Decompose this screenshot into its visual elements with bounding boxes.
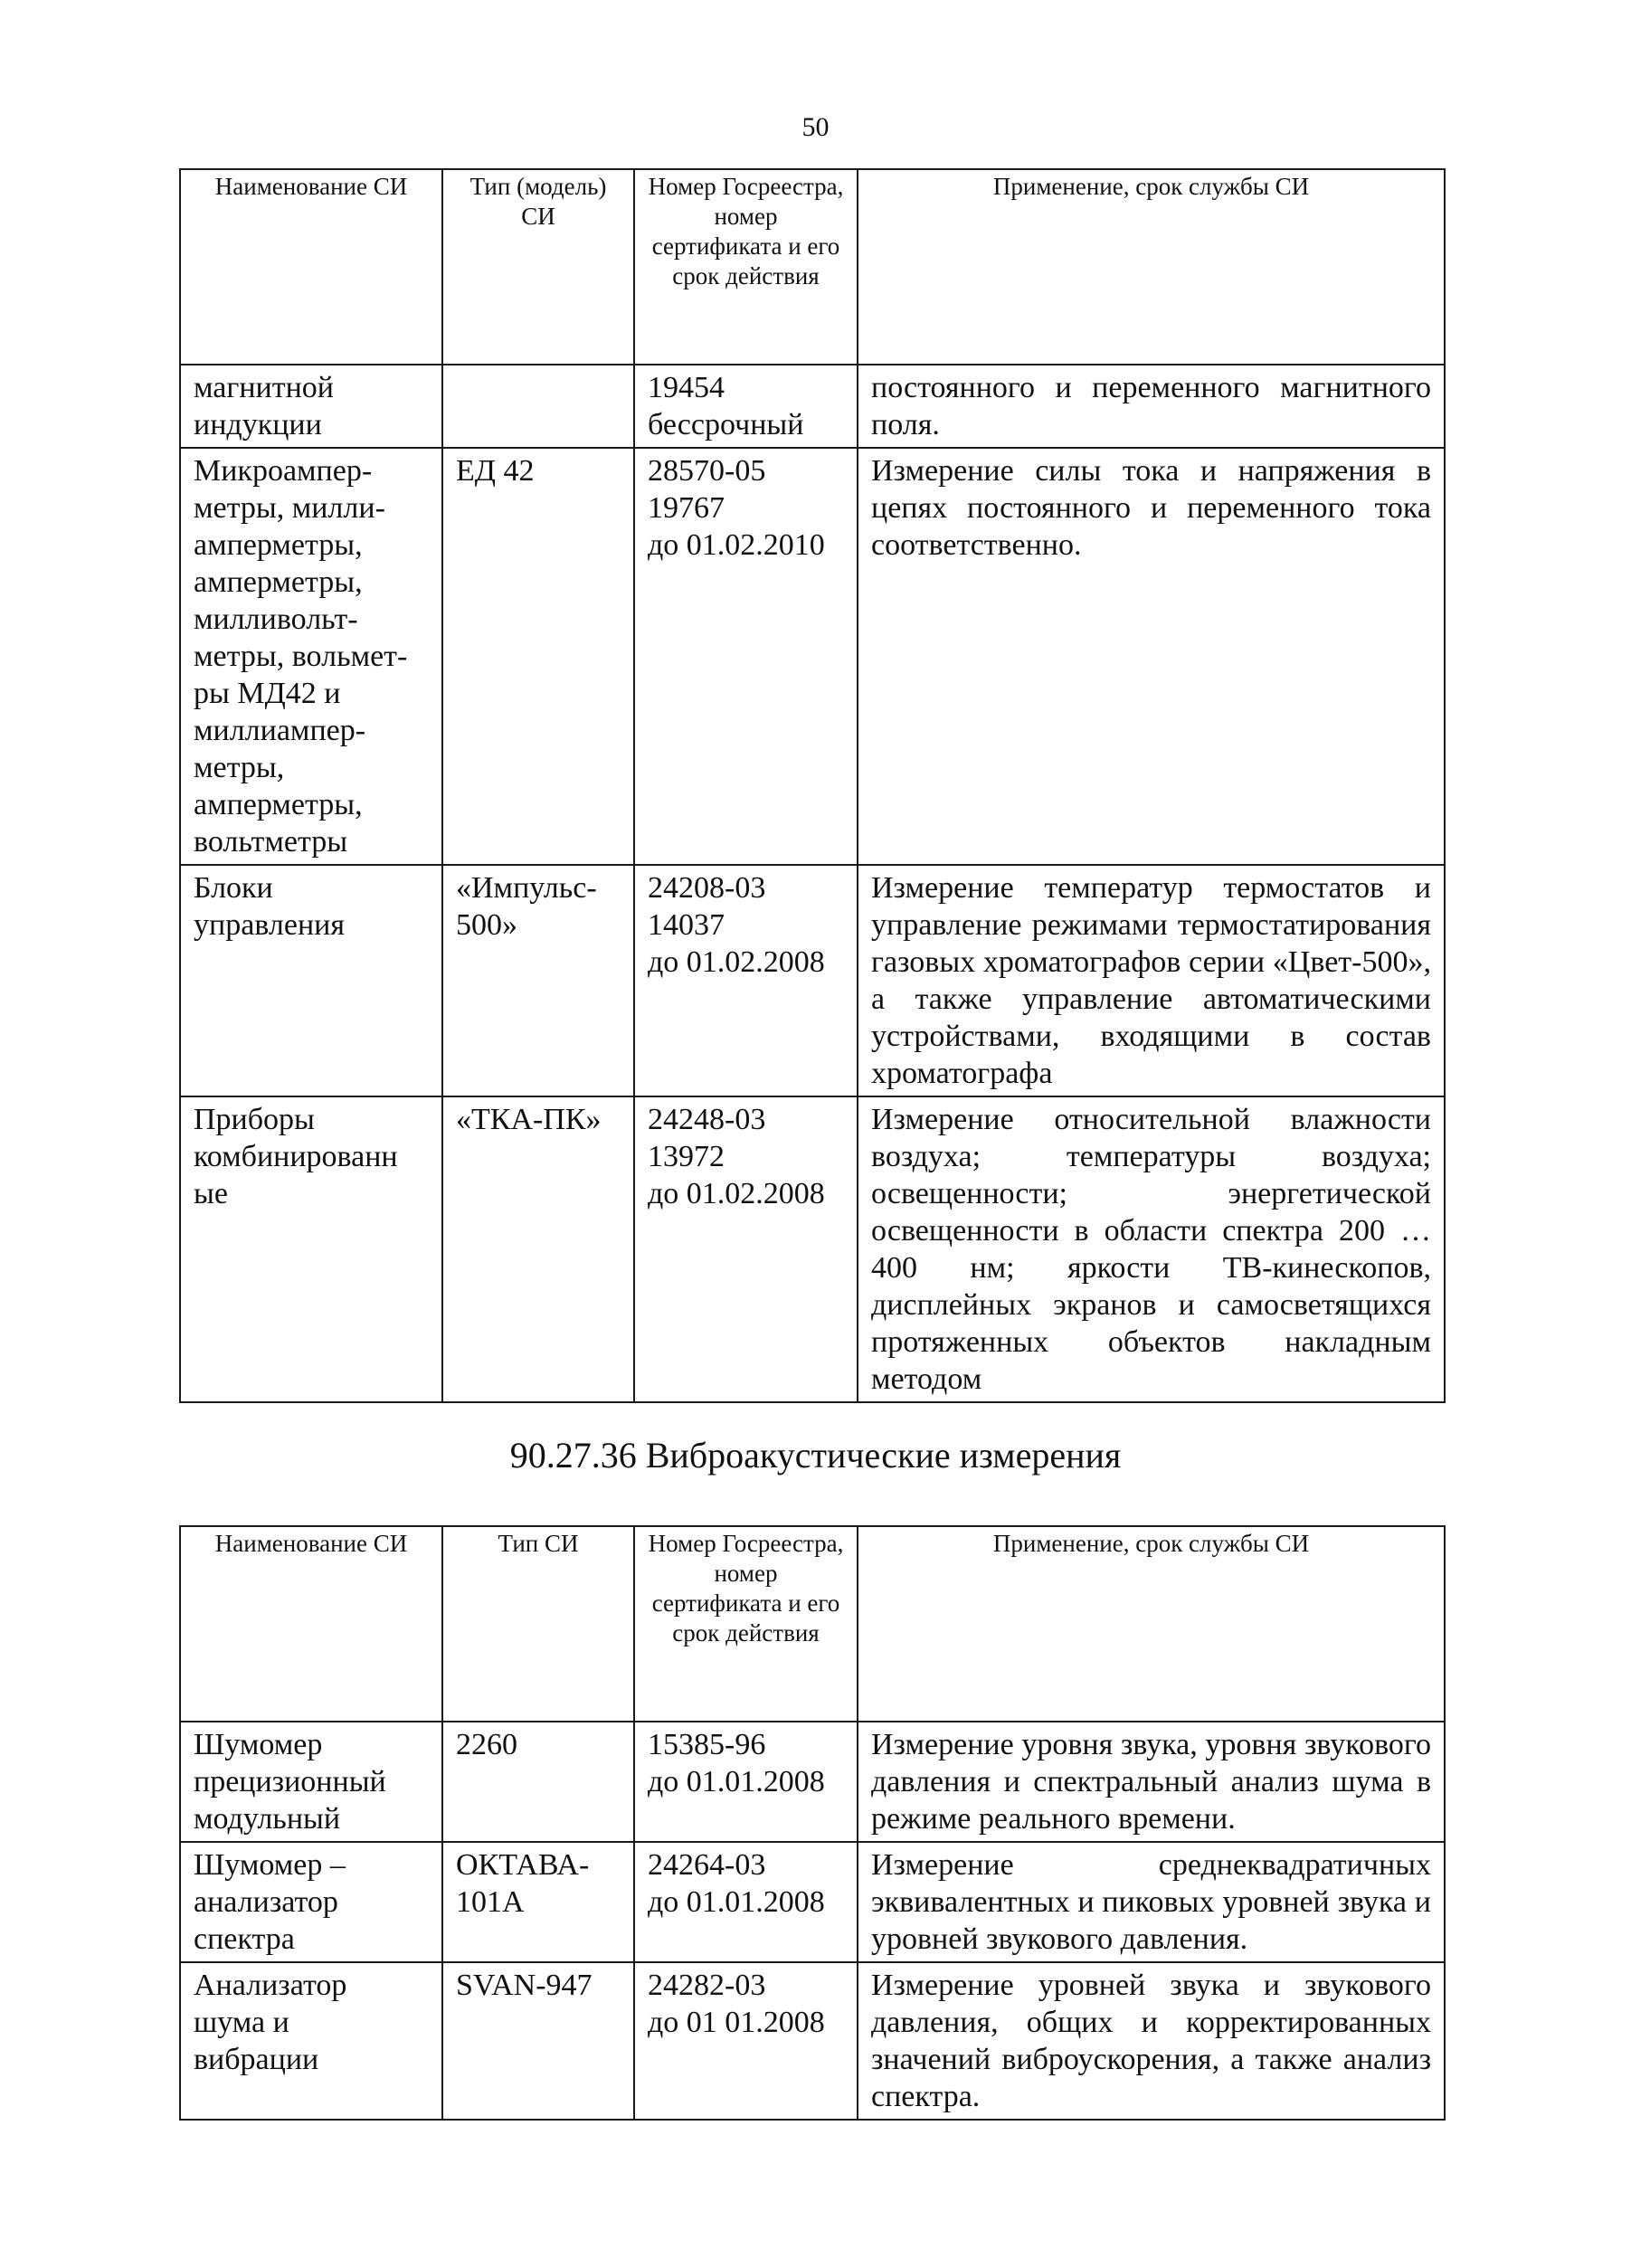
table-row	[180, 365, 1445, 448]
cell-name: Блоки управления	[180, 865, 442, 1096]
header-type: Тип (модель) СИ	[442, 169, 634, 365]
cell-application: Измерение уровней звука и звукового давления, общих и корректированных значений виброускорения, а также анализ спектра.	[858, 1962, 1445, 2120]
cell-registry: 28570-05 19767 до 01.02.2010	[634, 448, 858, 865]
cell-application: Измерение температур термостатов и управление режимами термостатирования газовых хроматографов серии «Цвет-500», а также управление автоматическими устройствами, входящими в состав хроматографа	[858, 865, 1445, 1096]
cell-type	[442, 365, 634, 448]
cell-application: Измерение относительной влажности воздуха; температуры воздуха; освещенности; энергетической освещенности в области спектра 200 …400 нм; яркости ТВ-кинескопов, дисплейных экранов и самосветящихся протяженных объектов накладным методом	[858, 1096, 1445, 1402]
cell-name: Шумомер прецизионный модульный	[180, 1722, 442, 1842]
cell-type: ЕД 42	[442, 448, 634, 865]
instruments-table-vibroacoustic	[179, 1525, 1446, 2121]
cell-name: Микроампер- метры, милли- амперметры, амперметры, милливольт- метры, вольмет- ры МД42 и миллиампер- метры, амперметры, вольтметры	[180, 448, 442, 865]
table-header-row	[180, 1526, 1445, 1722]
cell-type: 2260	[442, 1722, 634, 1842]
cell-registry: 24248-03 13972 до 01.02.2008	[634, 1096, 858, 1402]
instruments-table-electrical	[179, 168, 1446, 1403]
cell-name: Приборы комбинированн ые	[180, 1096, 442, 1402]
cell-registry: 24264-03 до 01.01.2008	[634, 1842, 858, 1962]
header-name: Наименование СИ	[180, 1526, 442, 1722]
header-application: Применение, срок службы СИ	[858, 169, 1445, 365]
cell-registry: 24208-03 14037 до 01.02.2008	[634, 865, 858, 1096]
cell-registry: 15385-96 до 01.01.2008	[634, 1722, 858, 1842]
header-type: Тип СИ	[442, 1526, 634, 1722]
table-row	[180, 865, 1445, 1096]
cell-registry: 24282-03 до 01 01.2008	[634, 1962, 858, 2120]
header-registry: Номер Госреестра, номер сертификата и его срок действия	[634, 1526, 858, 1722]
cell-application: постоянного и переменного магнитного поля.	[858, 365, 1445, 448]
header-application: Применение, срок службы СИ	[858, 1526, 1445, 1722]
cell-type: SVAN-947	[442, 1962, 634, 2120]
cell-name: магнитной индукции	[180, 365, 442, 448]
header-registry: Номер Госреестра, номер сертификата и его срок действия	[634, 169, 858, 365]
cell-application: Измерение уровня звука, уровня звукового давления и спектральный анализ шума в режиме реального времени.	[858, 1722, 1445, 1842]
table-row	[180, 1962, 1445, 2120]
table-header-row	[180, 169, 1445, 365]
page-number: 50	[801, 112, 830, 142]
cell-application: Измерение силы тока и напряжения в цепях постоянного и переменного тока соответственно.	[858, 448, 1445, 865]
cell-name: Анализатор шума и вибрации	[180, 1962, 442, 2120]
table-row	[180, 1096, 1445, 1402]
header-name: Наименование СИ	[180, 169, 442, 365]
cell-type: «ТКА-ПК»	[442, 1096, 634, 1402]
cell-name: Шумомер – анализатор спектра	[180, 1842, 442, 1962]
cell-type: ОКТАВА- 101А	[442, 1842, 634, 1962]
cell-type: «Импульс- 500»	[442, 865, 634, 1096]
table-row	[180, 448, 1445, 865]
section-heading: 90.27.36 Виброакустические измерения	[509, 1435, 1122, 1476]
cell-registry: 19454 бессрочный	[634, 365, 858, 448]
cell-application: Измерение среднеквадратичных эквивалентных и пиковых уровней звука и уровней звукового давления.	[858, 1842, 1445, 1962]
table-row	[180, 1722, 1445, 1842]
table-row	[180, 1842, 1445, 1962]
